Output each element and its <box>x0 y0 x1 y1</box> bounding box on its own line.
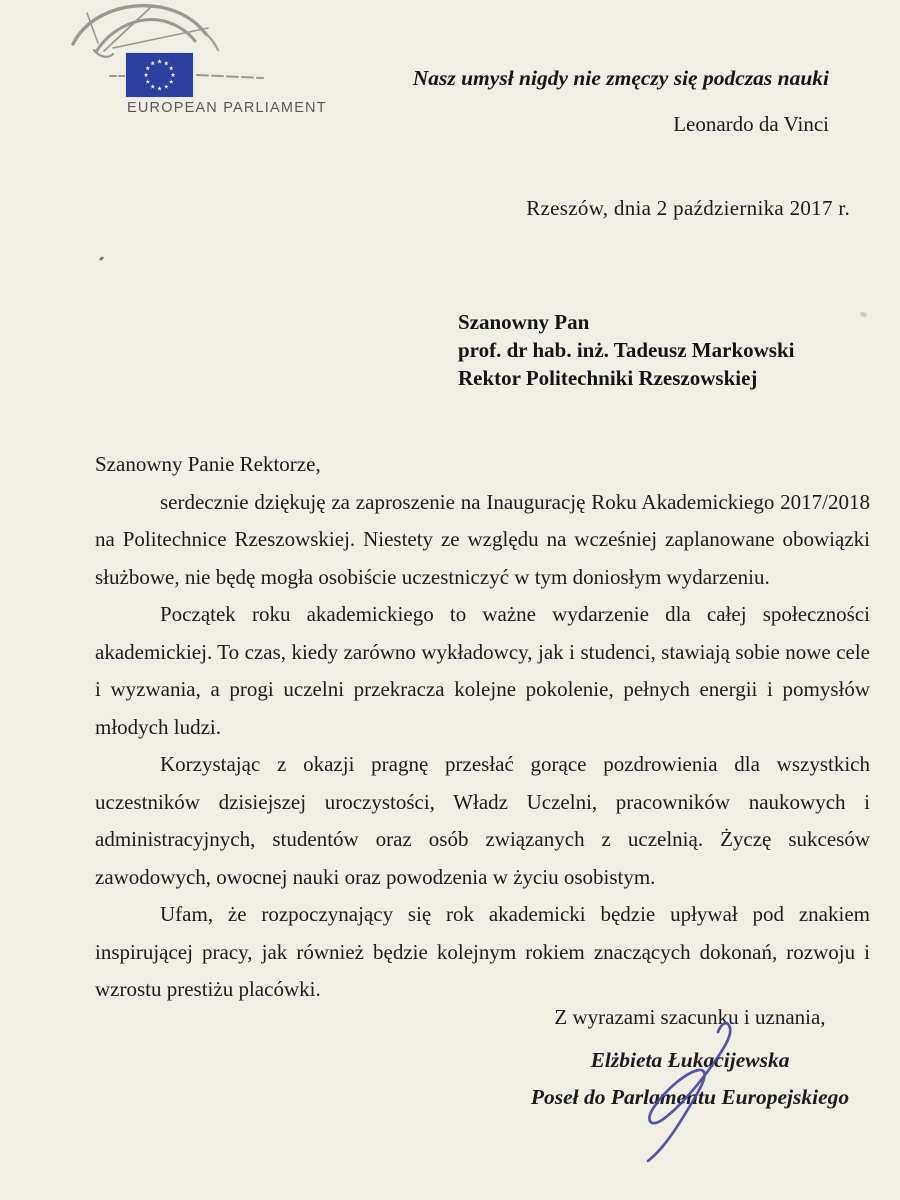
recipient-honorific: Szanowny Pan <box>458 310 590 334</box>
closing-block <box>470 1005 900 1116</box>
eu-flag-icon <box>126 53 193 97</box>
valediction: Z wyrazami szacunku i uznania, <box>554 1005 826 1029</box>
signer-name: Elżbieta Łukacijewska <box>590 1048 790 1072</box>
paragraph-1: serdecznie dziękuję za zaproszenie na Inaugurację Roku Akademickiego 2017/2018 na Politechnice Rzeszowskiej. Niestety ze względu na wcześniej zaplanowane obowiązki służbowe, nie będę mogła osobiście uczestniczyć w tym doniosłym wydarzeniu. <box>95 489 870 589</box>
letter-body <box>95 446 870 1009</box>
salutation: Szanowny Panie Rektorze, <box>95 452 321 476</box>
paragraph-2: Początek roku akademickiego to ważne wydarzenie dla całej społeczności akademickiej. To czas, kiedy zarówno wykładowcy, jak i studenci, stawiają sobie nowe cele i wyzwania, a progi uczelni przekracza kolejne pokolenie, pełnych energii i pomysłów młodych ludzi. <box>95 602 870 739</box>
european-parliament-wordmark: EUROPEAN PARLIAMENT <box>127 100 327 116</box>
paragraph-3: Korzystając z okazji pragnę przesłać gorące pozdrowienia dla wszystkich uczestników dzisiejszej uroczystości, Władz Uczelni, pracowników naukowych i administracyjnych, studentów oraz osób związanych z uczelnią. Życzę sukcesów zawodowych, owocnej nauki oraz powodzenia w życiu osobistym. <box>95 752 870 889</box>
recipient-name: prof. dr hab. inż. Tadeusz Markowski <box>458 338 795 362</box>
eu-flag-stars <box>126 53 193 97</box>
recipient-title: Rektor Politechniki Rzeszowskiej <box>458 366 758 390</box>
signer-title: Poseł do Parlamentu Europejskiego <box>530 1085 850 1109</box>
place-and-date-line: Rzeszów, dnia 2 października 2017 r. <box>526 196 850 220</box>
motto-quote: Nasz umysł nigdy nie zmęczy się podczas nauki <box>412 66 829 90</box>
scan-artifact-speck <box>99 256 105 261</box>
recipient-block <box>458 308 794 392</box>
scan-artifact-mark <box>859 311 867 318</box>
motto-attribution: Leonardo da Vinci <box>673 112 829 136</box>
paragraph-4: Ufam, że rozpoczynający się rok akademicki będzie upływał pod znakiem inspirującej pracy, jak również będzie kolejnym rokiem znaczących dokonań, rozwoju i wzrostu prestiżu placówki. <box>95 902 870 1001</box>
